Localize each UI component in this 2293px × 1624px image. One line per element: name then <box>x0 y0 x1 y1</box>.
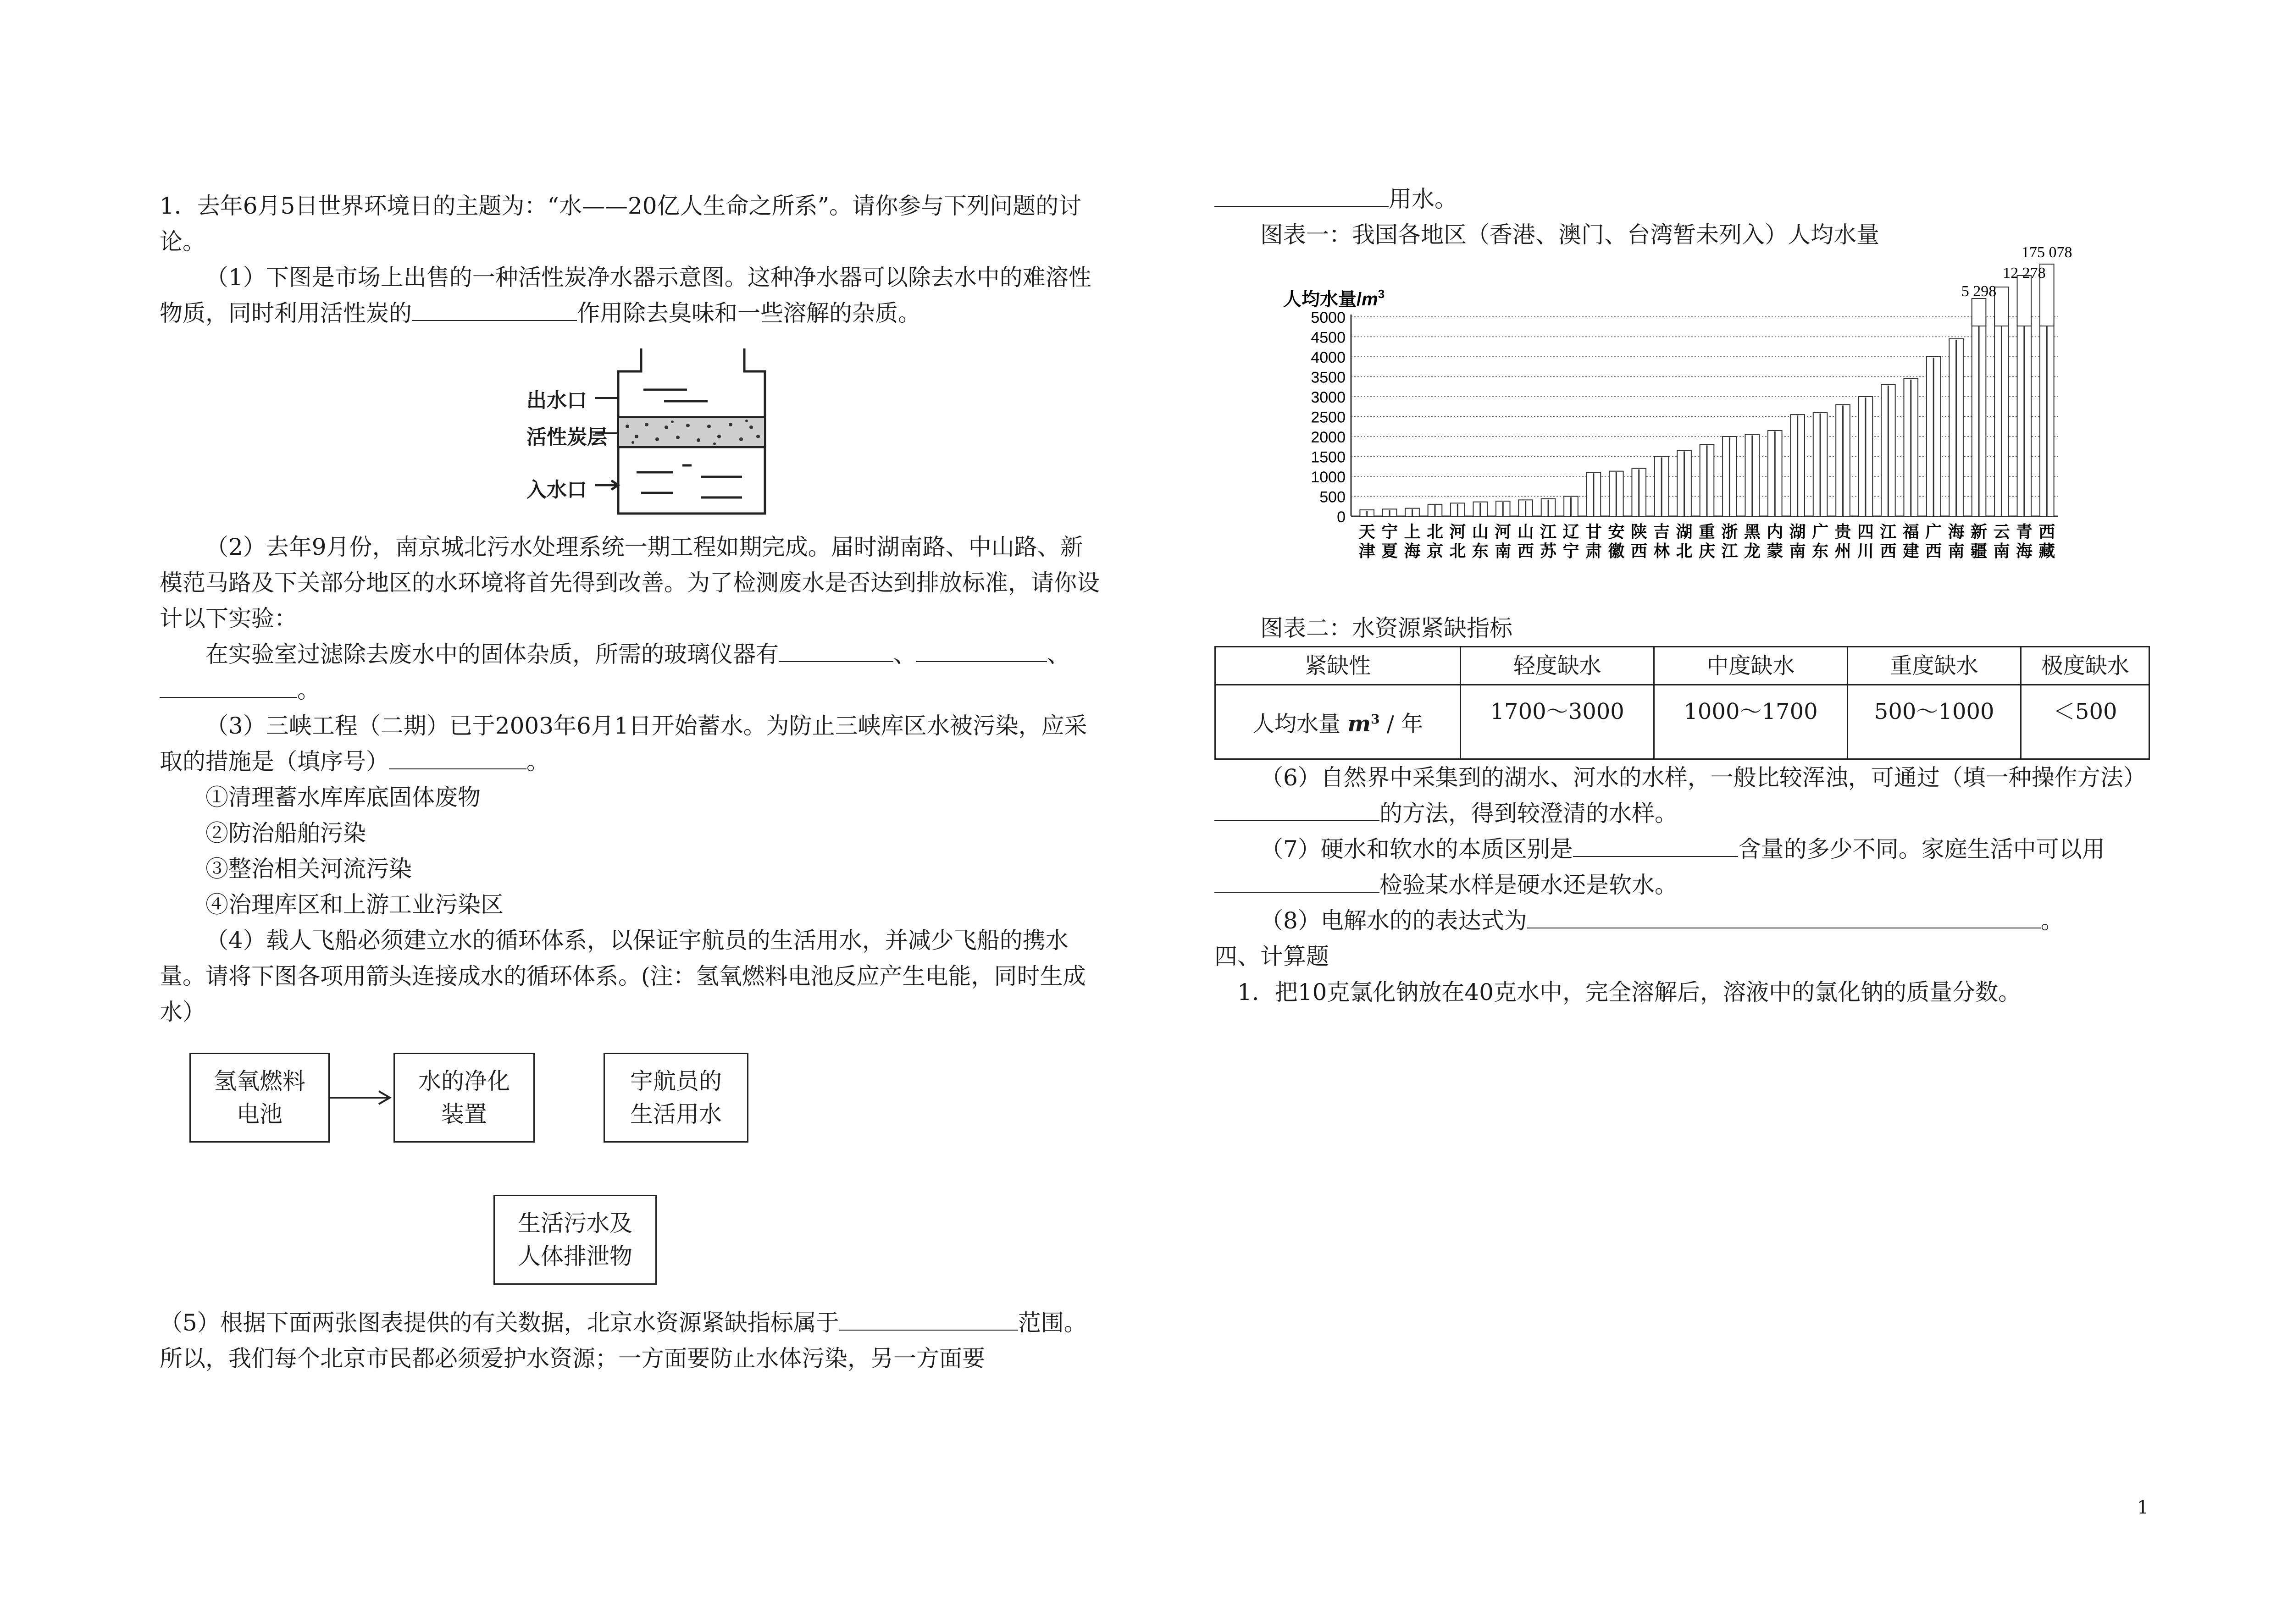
x-tick-label-char: 南 <box>1993 542 2010 561</box>
question-part-5 <box>160 1305 1104 1376</box>
x-tick-label-char: 广 <box>1812 523 1829 541</box>
x-tick-label-char: 南 <box>1948 542 1965 561</box>
option-2: ②防治船舶污染 <box>205 820 366 846</box>
table-header-row <box>1215 647 2149 685</box>
answer-blank[interactable] <box>1214 872 1379 893</box>
x-tick-label-char: 西 <box>2038 523 2055 541</box>
inlet-label: 入水口 <box>526 478 587 502</box>
question-part-1 <box>160 260 1104 331</box>
fuel-cell-line-1: 氢氧燃料 <box>214 1068 305 1094</box>
header-cell: 极度缺水 <box>2021 647 2149 685</box>
question-part-2c <box>160 672 1104 708</box>
answer-blank[interactable] <box>389 748 526 769</box>
overflow-value-label: 175 078 <box>2022 244 2072 261</box>
answer-blank[interactable] <box>1573 836 1738 857</box>
x-tick-label-char: 西 <box>1517 542 1534 561</box>
waste-line-2: 人体排泄物 <box>518 1243 632 1270</box>
x-tick-label-char: 江 <box>1880 523 1897 541</box>
answer-blank[interactable] <box>779 641 893 662</box>
x-tick-label-char: 福 <box>1902 523 1919 541</box>
table-cell: ＜500 <box>2021 685 2149 759</box>
part-7-mid: 含量的多少不同。家庭生活中可以用 <box>1738 836 2105 862</box>
y-tick-label: 2500 <box>1311 409 1346 426</box>
chart-y-ticks <box>1311 309 1346 526</box>
x-tick-label-char: 蒙 <box>1767 542 1783 561</box>
question-part-7 <box>1214 831 2155 867</box>
bar-overflow-青海 <box>2017 276 2032 326</box>
row-label: 人均水量 $m^3$ / 年 <box>1215 685 1461 759</box>
answer-blank[interactable] <box>1214 186 1389 207</box>
question-part-8 <box>1214 903 2155 939</box>
y-tick-label: 500 <box>1319 488 1346 506</box>
x-tick-label-char: 建 <box>1902 542 1919 561</box>
outlet-label: 出水口 <box>526 389 587 412</box>
answer-blank[interactable] <box>916 641 1047 662</box>
x-tick-label-char: 北 <box>1449 542 1466 561</box>
x-tick-label-char: 宁 <box>1562 542 1579 561</box>
scarcity-table <box>1214 646 2150 760</box>
astronaut-water-box[interactable] <box>604 1053 748 1143</box>
x-tick-label-char: 庆 <box>1698 542 1716 561</box>
x-tick-label-char: 州 <box>1834 542 1851 561</box>
carbon-layer-label: 活性炭层 <box>526 425 607 449</box>
x-tick-label-char: 肃 <box>1585 542 1602 561</box>
table-cell: 1700～3000 <box>1461 685 1654 759</box>
overflow-value-label: 12 278 <box>2003 265 2046 282</box>
part-5-end-text: 用水。 <box>1389 186 1457 212</box>
option-1: ①清理蓄水库库底固体废物 <box>205 784 481 811</box>
x-tick-label-char: 内 <box>1767 523 1783 541</box>
astronaut-line-2: 生活用水 <box>630 1101 722 1127</box>
x-tick-label-char: 吉 <box>1653 523 1670 541</box>
part-6-tail: 的方法，得到较澄清的水样。 <box>1379 800 1678 827</box>
x-tick-label-char: 江 <box>1721 542 1738 561</box>
chart-x-labels <box>1359 523 2055 561</box>
x-tick-label-char: 上 <box>1404 523 1421 541</box>
x-tick-label-char: 西 <box>1880 542 1897 561</box>
water-per-capita-chart <box>1283 244 2155 610</box>
x-tick-label-char: 徽 <box>1608 542 1625 561</box>
period: 。 <box>297 677 320 703</box>
x-tick-label-char: 广 <box>1925 523 1942 541</box>
y-tick-label: 4500 <box>1311 329 1346 347</box>
x-tick-label-char: 云 <box>1993 523 2010 541</box>
x-tick-label-char: 京 <box>1426 542 1443 561</box>
section-4-heading: 四、计算题 <box>1214 943 1329 970</box>
separator: 、 <box>893 641 916 668</box>
y-tick-label: 3000 <box>1311 389 1346 406</box>
part-3-text: （3）三峡工程（二期）已于2003年6月1日开始蓄水。为防止三峡库区水被污染，应采取的措施是（填序号） <box>160 713 1087 775</box>
x-tick-label-char: 湖 <box>1676 523 1693 541</box>
x-tick-label-char: 贵 <box>1834 523 1851 541</box>
x-tick-label-char: 宁 <box>1381 523 1398 541</box>
x-tick-label-char: 河 <box>1495 523 1512 541</box>
part-7-tail: 检验某水样是硬水还是软水。 <box>1379 872 1678 898</box>
header-cell: 重度缺水 <box>1847 647 2021 685</box>
y-tick-label: 4000 <box>1311 349 1346 366</box>
purifier-diagram <box>526 339 765 518</box>
page-number: 1 <box>2137 1497 2149 1518</box>
period: 。 <box>2040 907 2064 934</box>
x-tick-label-char: 川 <box>1857 542 1874 561</box>
table-cell: 1000～1700 <box>1654 685 1848 759</box>
x-tick-label-char: 西 <box>1925 542 1942 561</box>
header-cell: 轻度缺水 <box>1461 647 1654 685</box>
y-tick-label: 2000 <box>1311 429 1346 446</box>
option-3: ③整治相关河流污染 <box>205 856 412 882</box>
purify-line-2: 装置 <box>441 1101 487 1127</box>
x-tick-label-char: 西 <box>1630 542 1647 561</box>
question-part-3 <box>160 708 1104 779</box>
x-tick-label-char: 安 <box>1608 523 1625 541</box>
x-tick-label-char: 江 <box>1540 523 1557 541</box>
chart-1-caption: 图表一：我国各地区（香港、澳门、台湾暂未列入）人均水量 <box>1260 221 1879 248</box>
question-part-7b <box>1214 867 2155 903</box>
y-tick-label: 3500 <box>1311 369 1346 387</box>
x-tick-label-char: 陕 <box>1630 523 1647 541</box>
x-tick-label-char: 河 <box>1449 523 1466 541</box>
part-5-end <box>1214 181 2155 217</box>
part-1-text: （1）下图是市场上出售的一种活性炭净水器示意图。这种净水器可以除去水中的难溶性物质，同时利用活性炭的 <box>160 264 1091 326</box>
bar-chart-svg <box>1283 244 2155 610</box>
x-tick-label-char: 新 <box>1971 523 1988 541</box>
chart-ylabel: 人均水量$/m^3$ <box>1283 287 1385 309</box>
y-tick-label: 1000 <box>1311 469 1346 486</box>
x-tick-label-char: 疆 <box>1971 542 1988 561</box>
x-tick-label-char: 苏 <box>1540 542 1557 561</box>
x-tick-label-char: 北 <box>1676 542 1693 561</box>
x-tick-label-char: 山 <box>1472 523 1489 541</box>
x-tick-label-char: 浙 <box>1721 523 1738 541</box>
part-2b-text: 在实验室过滤除去废水中的固体杂质，所需的玻璃仪器有 <box>205 641 779 668</box>
question-part-2: （2）去年9月份，南京城北污水处理系统一期工程如期完成。届时湖南路、中山路、新模范马路及下关部分地区的水环境将首先得到改善。为了检测废水是否达到排放标准，请你设计以下实验： <box>160 534 1100 632</box>
answer-blank[interactable] <box>839 1309 1018 1331</box>
x-tick-label-char: 重 <box>1698 523 1716 541</box>
part-5-tail: 范围。所以，我们每个北京市民都必须爱护水资源；一方面要防止水体污染，另一方面要 <box>160 1309 1087 1372</box>
fuel-cell-box[interactable] <box>189 1053 330 1143</box>
x-tick-label-char: 海 <box>1404 542 1421 561</box>
x-tick-label-char: 东 <box>1812 542 1829 561</box>
question-part-6: （6）自然界中采集到的湖水、河水的水样，一般比较浑浊，可通过（填一种操作方法） <box>1260 764 2146 791</box>
x-tick-label-char: 山 <box>1517 523 1534 541</box>
purify-line-1: 水的净化 <box>418 1068 510 1094</box>
table-row <box>1215 685 2149 759</box>
y-tick-label: 5000 <box>1311 309 1346 326</box>
waste-water-box[interactable] <box>493 1195 657 1285</box>
x-tick-label-char: 东 <box>1472 542 1489 561</box>
answer-blank[interactable] <box>1527 907 2041 928</box>
fuel-cell-line-2: 电池 <box>237 1101 282 1127</box>
option-4: ④治理库区和上游工业污染区 <box>205 891 504 918</box>
header-cell: 中度缺水 <box>1654 647 1848 685</box>
overflow-value-label: 5 298 <box>1961 283 1997 300</box>
x-tick-label-char: 夏 <box>1381 542 1398 561</box>
part-7-text: （7）硬水和软水的本质区别是 <box>1260 836 1573 862</box>
part-8-text: （8）电解水的的表达式为 <box>1260 907 1527 934</box>
chart-2-caption: 图表二：水资源紧缺指标 <box>1260 615 1512 641</box>
left-column <box>160 188 1104 1376</box>
x-tick-label-char: 海 <box>2016 542 2033 561</box>
x-tick-label-char: 林 <box>1653 542 1670 561</box>
calc-question-1: 1．把10克氯化钠放在40克水中，完全溶解后，溶液中的氯化钠的质量分数。 <box>1237 979 2022 1005</box>
x-tick-label-char: 藏 <box>2038 542 2055 561</box>
answer-blank[interactable] <box>1214 800 1379 821</box>
bar-overflow-云南 <box>1994 287 2009 326</box>
table-cell: 500～1000 <box>1847 685 2021 759</box>
x-tick-label-char: 南 <box>1495 542 1512 561</box>
x-tick-label-char: 四 <box>1857 523 1874 541</box>
x-tick-label-char: 海 <box>1948 523 1965 541</box>
x-tick-label-char: 天 <box>1358 523 1375 541</box>
x-tick-label-char: 甘 <box>1585 523 1602 541</box>
answer-blank[interactable] <box>160 677 297 698</box>
question-intro: 1．去年6月5日世界环境日的主题为：“水——20亿人生命之所系”。请你参与下列问题的讨论。 <box>160 193 1082 255</box>
bar-overflow-新疆 <box>1972 298 1986 326</box>
x-tick-label-char: 龙 <box>1744 542 1761 561</box>
question-part-2b <box>160 636 1104 672</box>
chart-bars <box>1360 264 2054 516</box>
waste-line-1: 生活污水及 <box>518 1210 632 1237</box>
question-part-6b <box>1214 795 2155 831</box>
arrow-right-icon <box>328 1088 393 1107</box>
water-cycle-diagram <box>160 1048 1104 1305</box>
part-5-text: （5）根据下面两张图表提供的有关数据，北京水资源紧缺指标属于 <box>160 1309 839 1336</box>
x-tick-label-char: 北 <box>1426 523 1443 541</box>
astronaut-line-1: 宇航员的 <box>630 1068 722 1094</box>
y-tick-label: 1500 <box>1311 448 1346 466</box>
x-tick-label-char: 黑 <box>1744 523 1761 541</box>
answer-blank[interactable] <box>412 300 577 321</box>
x-tick-label-char: 青 <box>2016 523 2033 541</box>
right-column <box>1214 181 2155 1010</box>
x-tick-label-char: 辽 <box>1562 523 1579 541</box>
header-cell: 紧缺性 <box>1215 647 1461 685</box>
x-tick-label-char: 津 <box>1358 542 1375 561</box>
separator: 、 <box>1047 641 1070 668</box>
x-tick-label-char: 南 <box>1789 542 1806 561</box>
period: 。 <box>526 748 549 775</box>
purification-box[interactable] <box>393 1053 535 1143</box>
y-tick-label: 0 <box>1337 508 1346 526</box>
part-1-tail: 作用除去臭味和一些溶解的杂质。 <box>577 300 921 326</box>
x-tick-label-char: 湖 <box>1789 523 1806 541</box>
question-part-4: （4）载人飞船必须建立水的循环体系，以保证宇航员的生活用水，并减少飞船的携水量。请将下图各项用箭头连接成水的循环体系。(注：氢氧燃料电池反应产生电能，同时生成水） <box>160 927 1086 1025</box>
